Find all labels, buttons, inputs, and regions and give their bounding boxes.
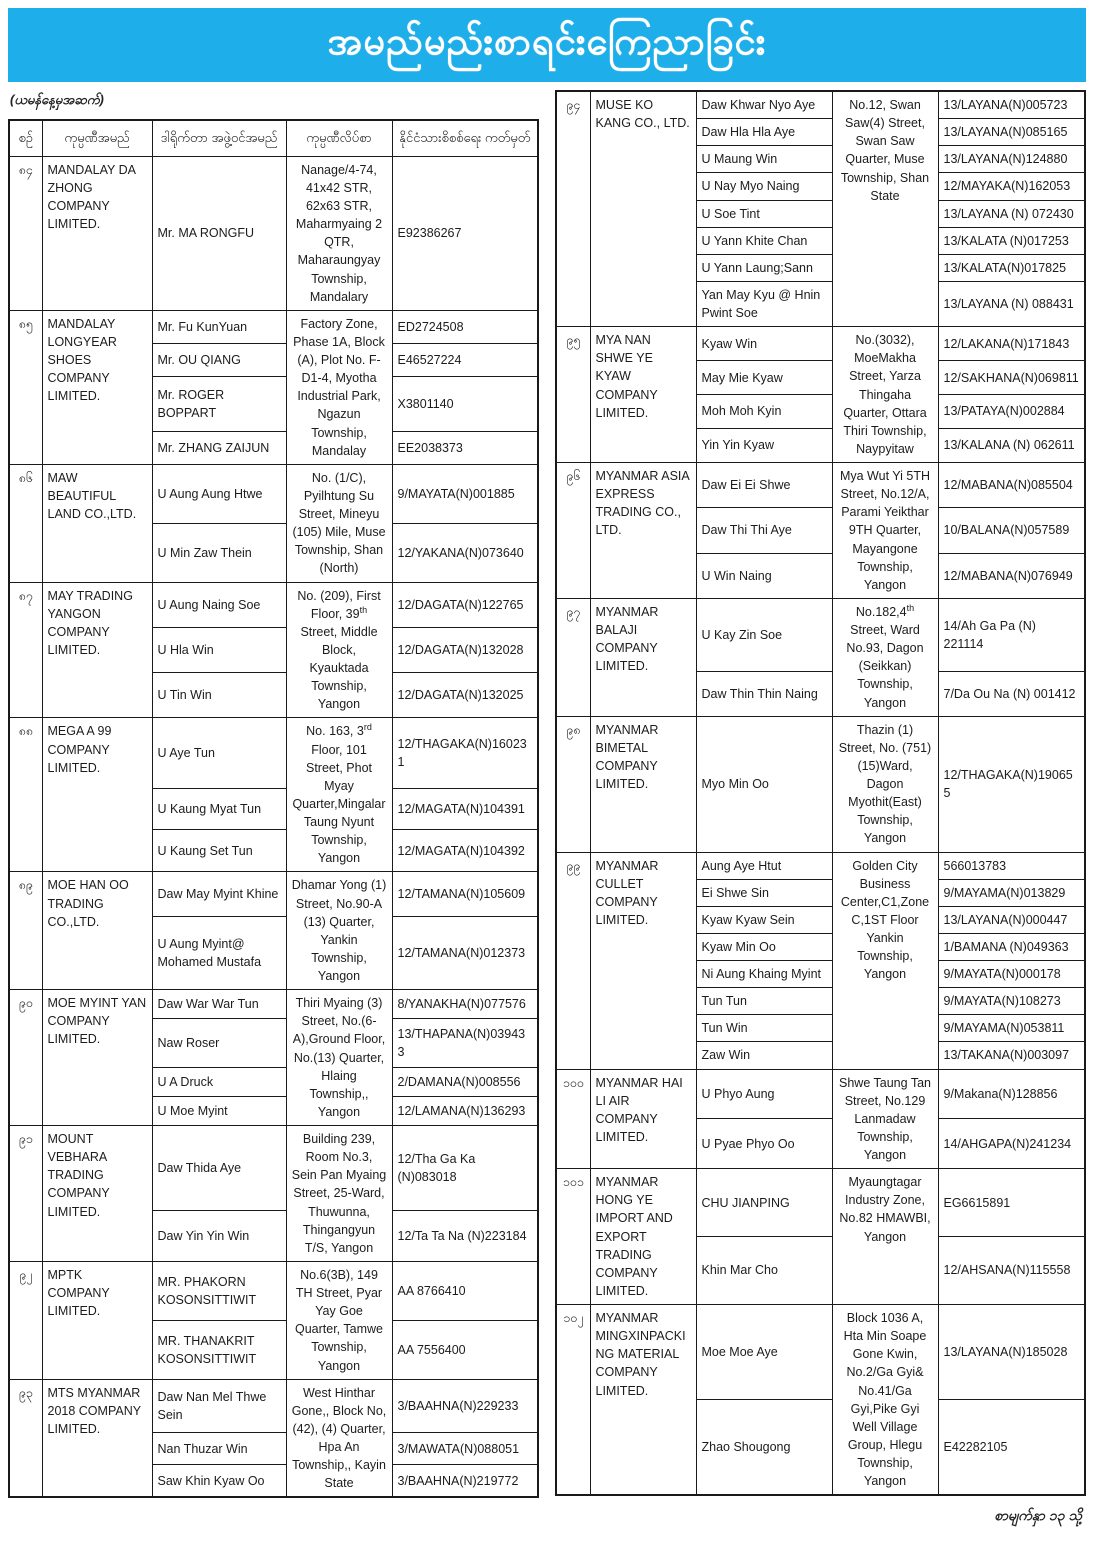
member-name-cell: Daw Thi Thi Aye — [696, 508, 832, 553]
right-column — [555, 90, 1086, 1527]
next-page-note: စာမျက်နှာ ၁၃ သို့ — [994, 1507, 1082, 1524]
member-name-cell: Tun Win — [696, 1015, 832, 1042]
company-name-cell: MOE MYINT YAN COMPANY LIMITED. — [42, 990, 152, 1126]
member-name-cell: MR. PHAKORN KOSONSITTIWIT — [152, 1261, 286, 1320]
member-name-cell: Daw Thin Thin Naing — [696, 672, 832, 716]
address-cell: West Hinthar Gone,, Block No, (42), (4) Quarter, Hpa An Township,, Kayin State — [286, 1379, 392, 1497]
member-name-cell: Daw May Myint Khine — [152, 872, 286, 916]
nrc-cell: 13/LAYANA (N) 072430 — [938, 200, 1085, 227]
serial-cell: ၉၅ — [556, 327, 590, 463]
nrc-cell: 13/LAYANA(N)000447 — [938, 906, 1085, 933]
company-row — [9, 990, 538, 1019]
member-name-cell: Ei Shwe Sin — [696, 879, 832, 906]
company-row — [9, 872, 538, 916]
company-row — [9, 464, 538, 523]
nrc-cell: 9/MAYATA(N)000178 — [938, 961, 1085, 988]
company-name-cell: MANDALAY LONGYEAR SHOES COMPANY LIMITED. — [42, 310, 152, 464]
address-cell: Building 239, Room No.3, Sein Pan Myaing Street, 25-Ward, Thuwunna, Thingangyun T/S, Yangon — [286, 1126, 392, 1262]
company-name-cell: MYANMAR HAI LI AIR COMPANY LIMITED. — [590, 1069, 696, 1169]
serial-cell: ၉၈ — [556, 716, 590, 852]
nrc-cell: E92386267 — [392, 156, 538, 310]
nrc-cell: 12/LAMANA(N)136293 — [392, 1096, 538, 1125]
address-cell: Shwe Taung Tan Street, No.129 Lanmadaw Township, Yangon — [832, 1069, 938, 1169]
company-row — [9, 718, 538, 788]
serial-cell: ၁၀၂ — [556, 1305, 590, 1496]
company-name-cell: MAW BEAUTIFUL LAND CO.,LTD. — [42, 464, 152, 582]
address-cell: No. 163, 3rd Floor, 101 Street, Phot Myay Quarter,Mingalar Taung Nyunt Township, Yangon — [286, 718, 392, 872]
company-name-cell: MYANMAR ASIA EXPRESS TRADING CO., LTD. — [590, 463, 696, 599]
address-cell: Thiri Myaing (3) Street, No.(6-A),Ground Floor, No.(13) Quarter, Hlaing Township,, Yangon — [286, 990, 392, 1126]
address-cell: No. (1/C), Pyilhtung Su Street, Mineyu (105) Mile, Muse Township, Shan (North) — [286, 464, 392, 582]
member-name-cell: U Kaung Myat Tun — [152, 788, 286, 830]
nrc-cell: 13/LAYANA (N) 088431 — [938, 281, 1085, 326]
member-name-cell: May Mie Kyaw — [696, 361, 832, 395]
nrc-cell: 9/Makana(N)128856 — [938, 1069, 1085, 1119]
member-name-cell: U Phyo Aung — [696, 1069, 832, 1119]
member-name-cell: MR. THANAKRIT KOSONSITTIWIT — [152, 1320, 286, 1379]
member-name-cell: Mr. Fu KunYuan — [152, 310, 286, 343]
nrc-cell: 12/MAGATA(N)104392 — [392, 830, 538, 872]
member-name-cell: U Moe Myint — [152, 1096, 286, 1125]
member-name-cell: Saw Khin Kyaw Oo — [152, 1465, 286, 1498]
address-cell: Block 1036 A, Hta Min Soape Gone Kwin, No.2/Ga Gyi& No.41/Ga Gyi,Pike Gyi Well Village Group, Hlegu Township, Yangon — [832, 1305, 938, 1496]
nrc-cell: 12/MABANA(N)085504 — [938, 463, 1085, 508]
nrc-cell: 13/THAPANA(N)039433 — [392, 1019, 538, 1068]
serial-cell: ၉၀ — [9, 990, 42, 1126]
nrc-cell: 7/Da Ou Na (N) 001412 — [938, 672, 1085, 716]
header-company-name: ကုမ္ပဏီအမည် — [42, 120, 152, 156]
serial-cell: ၈၄ — [9, 156, 42, 310]
member-name-cell: Aung Aye Htut — [696, 852, 832, 879]
member-name-cell: Naw Roser — [152, 1019, 286, 1068]
member-name-cell: Daw Hla Hla Aye — [696, 119, 832, 146]
nrc-cell: 12/AHSANA(N)115558 — [938, 1237, 1085, 1305]
address-cell: Nanage/4-74, 41x42 STR, 62x63 STR, Maharmyaing 2 QTR, Maharaungyay Township, Mandalary — [286, 156, 392, 310]
member-name-cell: Kyaw Win — [696, 327, 832, 361]
serial-cell: ၈၉ — [9, 872, 42, 990]
company-name-cell: MANDALAY DA ZHONG COMPANY LIMITED. — [42, 156, 152, 310]
nrc-cell: 12/MAYAKA(N)162053 — [938, 173, 1085, 200]
nrc-cell: 12/DAGATA(N)122765 — [392, 582, 538, 627]
member-name-cell: U Maung Win — [696, 146, 832, 173]
member-name-cell: U Aung Myint@ Mohamed Mustafa — [152, 916, 286, 990]
member-name-cell: Tun Tun — [696, 988, 832, 1015]
company-row — [9, 310, 538, 343]
member-name-cell: Yin Yin Kyaw — [696, 429, 832, 463]
nrc-cell: 12/DAGATA(N)132025 — [392, 673, 538, 718]
nrc-cell: E46527224 — [392, 343, 538, 376]
nrc-cell: E42282105 — [938, 1399, 1085, 1495]
company-row — [556, 1169, 1085, 1237]
member-name-cell: Daw War War Tun — [152, 990, 286, 1019]
address-cell: No.12, Swan Saw(4) Street, Swan Saw Quarter, Muse Township, Shan State — [832, 91, 938, 327]
serial-cell: ၁၀၀ — [556, 1069, 590, 1169]
nrc-cell: 9/MAYATA(N)001885 — [392, 464, 538, 523]
member-name-cell: Mr. ROGER BOPPART — [152, 376, 286, 431]
nrc-cell: EE2038373 — [392, 431, 538, 464]
company-name-cell: MYANMAR BALAJI COMPANY LIMITED. — [590, 598, 696, 716]
member-name-cell: U Nay Myo Naing — [696, 173, 832, 200]
member-name-cell: U Min Zaw Thein — [152, 523, 286, 582]
company-name-cell: MTS MYANMAR 2018 COMPANY LIMITED. — [42, 1379, 152, 1497]
member-name-cell: Mr. ZHANG ZAIJUN — [152, 431, 286, 464]
nrc-cell: 13/LAYANA(N)085165 — [938, 119, 1085, 146]
nrc-cell: 13/TAKANA(N)003097 — [938, 1042, 1085, 1069]
member-name-cell: Ni Aung Khaing Myint — [696, 961, 832, 988]
nrc-cell: 10/BALANA(N)057589 — [938, 508, 1085, 553]
nrc-cell: EG6615891 — [938, 1169, 1085, 1237]
serial-cell: ၈၈ — [9, 718, 42, 872]
serial-cell: ၉၄ — [556, 91, 590, 327]
company-name-cell: MYANMAR HONG YE IMPORT AND EXPORT TRADING COMPANY LIMITED. — [590, 1169, 696, 1305]
nrc-cell: 12/SAKHANA(N)069811 — [938, 361, 1085, 395]
nrc-cell: 2/DAMANA(N)008556 — [392, 1067, 538, 1096]
member-name-cell: Kyaw Kyaw Sein — [696, 906, 832, 933]
header-company-address: ကုမ္ပဏီလိပ်စာ — [286, 120, 392, 156]
member-name-cell: Kyaw Min Oo — [696, 933, 832, 960]
member-name-cell: Moh Moh Kyin — [696, 395, 832, 429]
member-name-cell: Zhao Shougong — [696, 1399, 832, 1495]
member-name-cell: U Hla Win — [152, 627, 286, 672]
member-name-cell: Daw Nan Mel Thwe Sein — [152, 1379, 286, 1433]
address-cell: Golden City Business Center,C1,Zone C,1ST Floor Yankin Township, Yangon — [832, 852, 938, 1069]
nrc-cell: X3801140 — [392, 376, 538, 431]
company-row — [9, 156, 538, 310]
nrc-cell: 12/Ta Ta Na (N)223184 — [392, 1211, 538, 1262]
nrc-cell: 3/BAAHNA(N)219772 — [392, 1465, 538, 1498]
blacklist-table-left — [8, 119, 539, 1498]
nrc-cell: 9/MAYAMA(N)053811 — [938, 1015, 1085, 1042]
member-name-cell: Daw Yin Yin Win — [152, 1211, 286, 1262]
company-name-cell: MOE HAN OO TRADING CO.,LTD. — [42, 872, 152, 990]
serial-cell: ၉၃ — [9, 1379, 42, 1497]
company-row — [556, 327, 1085, 361]
nrc-cell: AA 8766410 — [392, 1261, 538, 1320]
nrc-cell: 566013783 — [938, 852, 1085, 879]
member-name-cell: U Aung Naing Soe — [152, 582, 286, 627]
company-name-cell: MOUNT VEBHARA TRADING COMPANY LIMITED. — [42, 1126, 152, 1262]
member-name-cell: Yan May Kyu @ Hnin Pwint Soe — [696, 281, 832, 326]
address-cell: No. (209), First Floor, 39th Street, Middle Block, Kyauktada Township, Yangon — [286, 582, 392, 718]
nrc-cell: 9/MAYAMA(N)013829 — [938, 879, 1085, 906]
member-name-cell: Daw Thida Aye — [152, 1126, 286, 1211]
company-row — [556, 716, 1085, 852]
blacklist-table-right — [555, 90, 1086, 1496]
company-name-cell: MPTK COMPANY LIMITED. — [42, 1261, 152, 1379]
nrc-cell: 12/MAGATA(N)104391 — [392, 788, 538, 830]
nrc-cell: 8/YANAKHA(N)077576 — [392, 990, 538, 1019]
member-name-cell: Moe Moe Aye — [696, 1305, 832, 1400]
member-name-cell: U Kay Zin Soe — [696, 598, 832, 672]
member-name-cell: Nan Thuzar Win — [152, 1433, 286, 1465]
member-name-cell: U Tin Win — [152, 673, 286, 718]
nrc-cell: 13/LAYANA(N)005723 — [938, 91, 1085, 119]
nrc-cell: 3/MAWATA(N)088051 — [392, 1433, 538, 1465]
nrc-cell: 1/BAMANA (N)049363 — [938, 933, 1085, 960]
company-name-cell: MYANMAR CULLET COMPANY LIMITED. — [590, 852, 696, 1069]
company-row — [556, 1305, 1085, 1400]
member-name-cell: Mr. MA RONGFU — [152, 156, 286, 310]
company-row — [9, 1261, 538, 1320]
address-cell: Mya Wut Yi 5TH Street, No.12/A, Parami Yeikthar 9TH Quarter, Mayangone Township, Yangon — [832, 463, 938, 599]
company-row — [9, 1379, 538, 1433]
nrc-cell: 12/Tha Ga Ka (N)083018 — [392, 1126, 538, 1211]
nrc-cell: AA 7556400 — [392, 1320, 538, 1379]
member-name-cell: U Win Naing — [696, 553, 832, 598]
nrc-cell: 14/AHGAPA(N)241234 — [938, 1119, 1085, 1169]
address-cell: Myaungtagar Industry Zone, No.82 HMAWBI, Yangon — [832, 1169, 938, 1305]
member-name-cell: Daw Khwar Nyo Aye — [696, 91, 832, 119]
company-row — [556, 463, 1085, 508]
address-cell: No.182,4th Street, Ward No.93, Dagon (Seikkan) Township, Yangon — [832, 598, 938, 716]
company-name-cell: MEGA A 99 COMPANY LIMITED. — [42, 718, 152, 872]
nrc-cell: 12/TAMANA(N)105609 — [392, 872, 538, 916]
nrc-cell: 12/DAGATA(N)132028 — [392, 627, 538, 672]
nrc-cell: 13/LAYANA(N)185028 — [938, 1305, 1085, 1400]
continuation-note: (ယမန်နေ့မှအဆက်) — [10, 92, 104, 107]
nrc-cell: 13/KALATA (N)017253 — [938, 227, 1085, 254]
company-name-cell: MYANMAR MINGXINPACKING MATERIAL COMPANY LIMITED. — [590, 1305, 696, 1496]
nrc-cell: ED2724508 — [392, 310, 538, 343]
address-cell: Thazin (1) Street, No. (751) (15)Ward, Dagon Myothit(East) Township, Yangon — [832, 716, 938, 852]
nrc-cell: 12/THAGAKA(N)160231 — [392, 718, 538, 788]
member-name-cell: Daw Ei Ei Shwe — [696, 463, 832, 508]
member-name-cell: U Yann Khite Chan — [696, 227, 832, 254]
member-name-cell: Khin Mar Cho — [696, 1237, 832, 1305]
page-title: အမည်မည်းစာရင်းကြေညာခြင်း — [327, 21, 767, 63]
header-director-name: ဒါရိုက်တာ အဖွဲ့ဝင်အမည် — [152, 120, 286, 156]
nrc-cell: 12/THAGAKA(N)190655 — [938, 716, 1085, 852]
member-name-cell: U Yann Laung;Sann — [696, 254, 832, 281]
company-row — [9, 582, 538, 627]
nrc-cell: 3/BAAHNA(N)229233 — [392, 1379, 538, 1433]
table-header-row — [9, 120, 538, 156]
serial-cell: ၁၀၁ — [556, 1169, 590, 1305]
serial-cell: ၉၆ — [556, 463, 590, 599]
title-banner — [8, 8, 1086, 82]
nrc-cell: 13/KALANA (N) 062611 — [938, 429, 1085, 463]
serial-cell: ၉၂ — [9, 1261, 42, 1379]
company-name-cell: MYANMAR BIMETAL COMPANY LIMITED. — [590, 716, 696, 852]
serial-cell: ၈၇ — [9, 582, 42, 718]
left-column — [8, 90, 539, 1498]
member-name-cell: Myo Min Oo — [696, 716, 832, 852]
company-row — [9, 1126, 538, 1211]
two-column-layout — [8, 90, 1086, 1527]
address-cell: Factory Zone, Phase 1A, Block (A), Plot No. F-D1-4, Myotha Industrial Park, Ngazun Township, Mandalay — [286, 310, 392, 464]
serial-cell: ၉၁ — [9, 1126, 42, 1262]
nrc-cell: 14/Ah Ga Pa (N) 221114 — [938, 598, 1085, 672]
serial-cell: ၉၇ — [556, 598, 590, 716]
address-cell: Dhamar Yong (1) Street, No.90-A (13) Quarter, Yankin Township, Yangon — [286, 872, 392, 990]
member-name-cell: U Pyae Phyo Oo — [696, 1119, 832, 1169]
serial-cell: ၉၉ — [556, 852, 590, 1069]
company-row — [556, 91, 1085, 119]
company-row — [556, 1069, 1085, 1119]
nrc-cell: 13/KALATA(N)017825 — [938, 254, 1085, 281]
nrc-cell: 12/YAKANA(N)073640 — [392, 523, 538, 582]
company-name-cell: MAY TRADING YANGON COMPANY LIMITED. — [42, 582, 152, 718]
member-name-cell: U Aye Tun — [152, 718, 286, 788]
member-name-cell: CHU JIANPING — [696, 1169, 832, 1237]
header-nrc-number: နိုင်ငံသားစိစစ်ရေး ကတ်မှတ် — [392, 120, 538, 156]
serial-cell: ၈၅ — [9, 310, 42, 464]
header-serial: စဉ် — [9, 120, 42, 156]
address-cell: No.(3032), MoeMakha Street, Yarza Thingaha Quarter, Ottara Thiri Township, Naypyitaw — [832, 327, 938, 463]
company-row — [556, 598, 1085, 672]
nrc-cell: 9/MAYATA(N)108273 — [938, 988, 1085, 1015]
member-name-cell: Mr. OU QIANG — [152, 343, 286, 376]
nrc-cell: 12/MABANA(N)076949 — [938, 553, 1085, 598]
address-cell: No.6(3B), 149 TH Street, Pyar Yay Goe Quarter, Tamwe Township, Yangon — [286, 1261, 392, 1379]
serial-cell: ၈၆ — [9, 464, 42, 582]
member-name-cell: U A Druck — [152, 1067, 286, 1096]
member-name-cell: U Aung Aung Htwe — [152, 464, 286, 523]
company-name-cell: MUSE KO KANG CO., LTD. — [590, 91, 696, 327]
nrc-cell: 13/PATAYA(N)002884 — [938, 395, 1085, 429]
nrc-cell: 12/LAKANA(N)171843 — [938, 327, 1085, 361]
nrc-cell: 13/LAYANA(N)124880 — [938, 146, 1085, 173]
nrc-cell: 12/TAMANA(N)012373 — [392, 916, 538, 990]
member-name-cell: U Soe Tint — [696, 200, 832, 227]
company-name-cell: MYA NAN SHWE YE KYAW COMPANY LIMITED. — [590, 327, 696, 463]
company-row — [556, 852, 1085, 879]
member-name-cell: U Kaung Set Tun — [152, 830, 286, 872]
member-name-cell: Zaw Win — [696, 1042, 832, 1069]
